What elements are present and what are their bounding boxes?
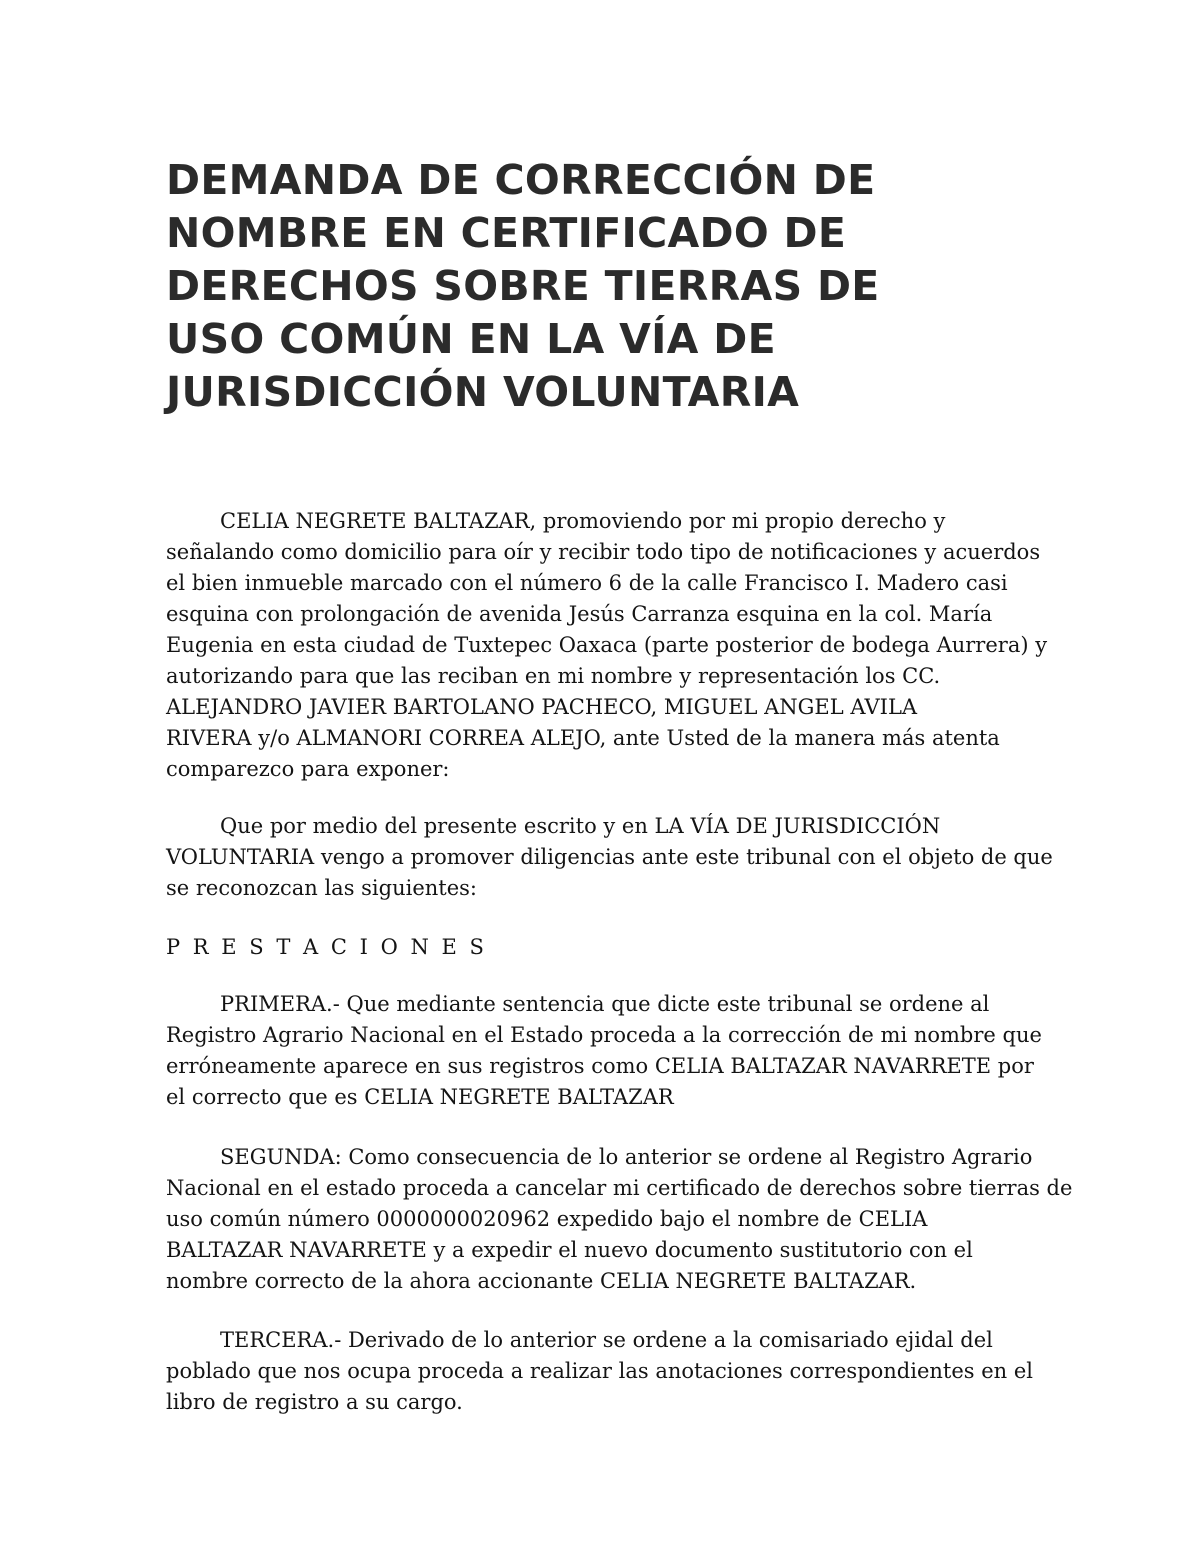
purpose-paragraph xyxy=(166,811,1053,904)
heading-text: P R E S T A C I O N E S xyxy=(166,935,487,959)
text-line: esquina con prolongación de avenida Jesús Carranza esquina en la col. María xyxy=(166,602,993,626)
segunda-paragraph xyxy=(166,1142,1073,1297)
text-line: TERCERA.- Derivado de lo anterior se ordene a la comisariado ejidal del xyxy=(220,1328,993,1352)
text-line: nombre correcto de la ahora accionante CELIA NEGRETE BALTAZAR. xyxy=(166,1269,917,1293)
text-line: SEGUNDA: Como consecuencia de lo anterior se ordene al Registro Agrario xyxy=(220,1145,1033,1169)
text-line: Eugenia en esta ciudad de Tuxtepec Oaxaca (parte posterior de bodega Aurrera) y xyxy=(166,633,1048,657)
title-line: NOMBRE EN CERTIFICADO DE xyxy=(166,209,847,257)
title-line: DERECHOS SOBRE TIERRAS DE xyxy=(166,262,880,310)
prestaciones-heading xyxy=(166,932,1046,963)
text-line: Registro Agrario Nacional en el Estado proceda a la corrección de mi nombre que xyxy=(166,1023,1042,1047)
document-title xyxy=(166,154,1066,419)
tercera-paragraph xyxy=(166,1325,1046,1418)
text-line: autorizando para que las reciban en mi nombre y representación los CC. xyxy=(166,664,941,688)
primera-paragraph xyxy=(166,989,1046,1113)
intro-paragraph xyxy=(166,506,1046,785)
text-line: CELIA NEGRETE BALTAZAR, promoviendo por mi propio derecho y xyxy=(220,509,946,533)
text-line: uso común número 0000000020962 expedido bajo el nombre de CELIA xyxy=(166,1207,928,1231)
text-line: se reconozcan las siguientes: xyxy=(166,876,478,900)
text-line: comparezco para exponer: xyxy=(166,757,450,781)
text-line: el correcto que es CELIA NEGRETE BALTAZAR xyxy=(166,1085,674,1109)
text-line: BALTAZAR NAVARRETE y a expedir el nuevo documento sustitutorio con el xyxy=(166,1238,973,1262)
text-line: PRIMERA.- Que mediante sentencia que dicte este tribunal se ordene al xyxy=(220,992,990,1016)
text-line: Nacional en el estado proceda a cancelar mi certificado de derechos sobre tierras de xyxy=(166,1176,1073,1200)
title-line: JURISDICCIÓN VOLUNTARIA xyxy=(166,368,800,416)
text-line: RIVERA y/o ALMANORI CORREA ALEJO, ante Usted de la manera más atenta xyxy=(166,726,1000,750)
text-line: erróneamente aparece en sus registros como CELIA BALTAZAR NAVARRETE por xyxy=(166,1054,1034,1078)
text-line: Que por medio del presente escrito y en LA VÍA DE JURISDICCIÓN xyxy=(220,814,941,838)
text-line: poblado que nos ocupa proceda a realizar las anotaciones correspondientes en el xyxy=(166,1359,1034,1383)
text-line: ALEJANDRO JAVIER BARTOLANO PACHECO, MIGUEL ANGEL AVILA xyxy=(166,695,918,719)
text-line: señalando como domicilio para oír y recibir todo tipo de notificaciones y acuerdos xyxy=(166,540,1041,564)
title-line: USO COMÚN EN LA VÍA DE xyxy=(166,315,776,363)
text-line: el bien inmueble marcado con el número 6 de la calle Francisco I. Madero casi xyxy=(166,571,1008,595)
text-line: VOLUNTARIA vengo a promover diligencias ante este tribunal con el objeto de que xyxy=(166,845,1053,869)
title-line: DEMANDA DE CORRECCIÓN DE xyxy=(166,156,876,204)
text-line: libro de registro a su cargo. xyxy=(166,1390,463,1414)
